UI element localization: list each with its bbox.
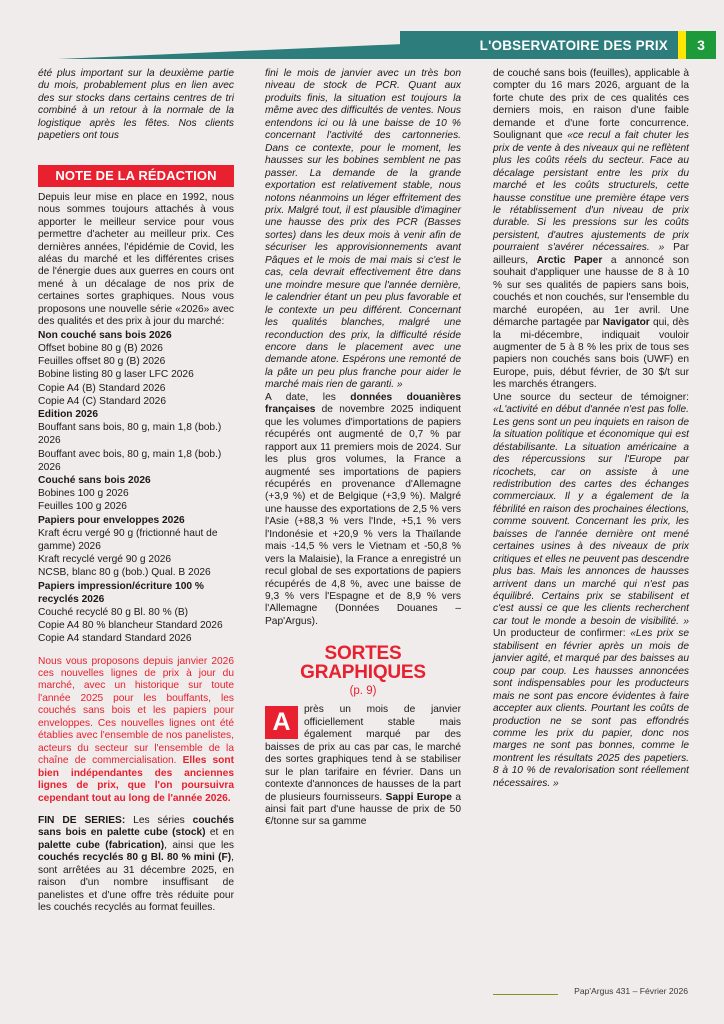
page-footer <box>38 986 688 1002</box>
list-item: Feuilles 100 g 2026 <box>38 501 127 513</box>
group-title <box>38 408 234 421</box>
c3-text-4: qui, dès la mi-décembre, indiquait vouloir augmenter de 5 à 8 % les prix de tous ses papiers non couchés sans bois (UWF) en Europe, puis, début février, de 30 $/t sur les marchés étrangers. <box>493 317 689 391</box>
column-1 <box>38 68 234 915</box>
note-redaction-body <box>38 192 234 915</box>
header-title: L'OBSERVATOIRE DES PRIX <box>479 37 668 53</box>
customs-bold-1: données douanières françaises <box>265 391 461 416</box>
c3-text-3: a annoncé son souhait d'appliquer une hausse de 8 à 10 % sur ses qualités de papiers sans bois, couchés et non couchés, sur l'ensemble du marché européen, au 1er avril. Une démarche partagée par <box>493 254 689 329</box>
group-title-text: Edition 2026 <box>38 408 99 420</box>
list-item: Kraft recyclé vergé 90 g 2026 <box>38 554 172 566</box>
list-item: Copie A4 (B) Standard 2026 <box>38 382 166 394</box>
lead-text-2: a ainsi fait part d'une hausse de prix de 50 €/tonne sur sa gamme <box>265 791 461 828</box>
c3-text-2: Par ailleurs, <box>493 242 689 266</box>
note-intro-paragraph: Depuis leur mise en place en 1992, nous nous sommes toujours attachés à vous apporter le meilleur service pour vous permettre d'acheter au meilleur prix. Ces dernières années, l'épidémie de Covid, les aléas du marché et les différentes crises de l'énergie dues aux guerres en cours ont mené à un décalage de nos prix de certaines sortes graphiques. Nous vous proposons une nouvelle série «2026» avec des qualités et des prix à jour du marché: <box>38 191 234 328</box>
list-item: Bouffant sans bois, 80 g, main 1,8 (bob.) 2026 <box>38 422 222 447</box>
list-item: Couché recyclé 80 g Bl. 80 % (B) <box>38 606 189 618</box>
group-title-text: Papiers impression/écriture 100 % recyclés 2026 <box>38 580 204 605</box>
column3-paragraph-2 <box>493 392 689 791</box>
fin-text-1: Les séries <box>125 815 193 827</box>
note-redaction-heading: NOTE DE LA RÉDACTION <box>38 165 234 187</box>
header-banner <box>400 31 678 59</box>
list-item: Offset bobine 80 g (B) 2026 <box>38 342 163 354</box>
list-item: Copie A4 standard Standard 2026 <box>38 633 192 645</box>
group-title-text: Couché sans bois 2026 <box>38 474 151 486</box>
customs-text-2: de novembre 2025 indiquent que les volumes d'importations de papiers récupérés ont augmenté de 0,7 % par rapport aux 11 premiers mois de 2024. Sur les plus gros volumes, la France a augmenté ses importations de papiers récupérés en provenance d'Allemagne (+3,9 %) et de Belgique (+3,9 %). Malgré une hausse des exportations de 2,5 % vers l'Asie (+88,3 % vers l'Inde, +5,1 % vers l'Indonésie et +20,9 % vers la Thaïlande mais -14,5 % vers le Vietnam et -50,8 % vers la Malaisie), la France a enregistré un recul global de ses exportations de papiers récupérés de 4,8 %, avec une baisse de 9,3 % vers l'Espagne et de 8,9 % vers l'Allemagne (Données Douanes – Pap'Argus). <box>265 404 461 627</box>
section-title-line-1: SORTES <box>324 643 402 665</box>
list-item: Bouffant avec bois, 80 g, main 1,8 (bob.) 2026 <box>38 448 222 473</box>
page-number: 3 <box>697 37 705 53</box>
fin-bold-2: palette cube (fabrication) <box>38 839 165 851</box>
note-red-text: Nous vous proposons depuis janvier 2026 ces nouvelles lignes de prix à jour du marché, avec un historique sur toute l'année 2025 pour les bouffants, les couchés sans bois et les papiers pour enveloppes. Ces nouvelles lignes ont été établies avec l'ensemble de nos panelistes, acteurs du secteur sur l'ensemble de la chaîne de commercialisation. <box>38 655 234 767</box>
list-item: Bobines 100 g 2026 <box>38 488 129 500</box>
c3-quote-3: «Les prix se stabilisent en février après un mois de janvier agité, et marqué par des baisses au coup par coup. Les hausses annoncées sont indispensables pour les producteurs mais ne sont pas encore évidentes à faire accepter aux clients. Pourtant les coûts de production ne se sont pas effondrés comme les prix du papier, donc nos marges ne sont pas bonnes, comme le montrent les résultats 2025 des papetiers. 8 à 10 % de revalorisation sont réellement nécessaires. » <box>493 628 689 789</box>
list-item: Copie A4 (C) Standard 2026 <box>38 395 166 407</box>
fin-de-series-label: FIN DE SERIES: <box>38 815 126 827</box>
c3-bold-navigator: Navigator <box>602 317 650 329</box>
fin-text-3: , ainsi que les <box>164 839 235 851</box>
price-series-list <box>38 329 234 646</box>
customs-data-paragraph <box>265 392 461 629</box>
fin-text-2: et en <box>205 827 234 839</box>
group-title <box>38 329 234 342</box>
column3-paragraph-1 <box>493 68 689 392</box>
c3-source-lead: Une source du secteur de témoigner: <box>493 391 689 403</box>
lead-text-1: près un mois de janvier officiellement stable mais également marqué par des baisses de prix au cas par cas, le marché des sortes graphiques tend à se stabiliser sur le plan tarifaire en février. Dans un contexte d'annonces de hausses de la part de plusieurs fournisseurs. <box>265 704 461 803</box>
list-item: NCSB, blanc 80 g (bob.) Qual. B 2026 <box>38 567 211 579</box>
note-red-bold: Elles sont bien indépendantes des anciennes lignes de prix, que l'on poursuivra cependant tout au long de l'année 2026. <box>38 755 235 804</box>
section-title-line-2: GRAPHIQUES <box>300 662 426 684</box>
c3-bold-arctic-paper: Arctic Paper <box>536 254 603 266</box>
list-item: Bobine listing 80 g laser LFC 2026 <box>38 369 194 381</box>
group-title <box>38 580 234 606</box>
column-3 <box>493 68 689 790</box>
fin-text-4: , sont arrêtées au 31 décembre 2025, en raison d'un nombre insuffisant de panelistes et d'une offre très réduite pour les couchés recyclés au format feuilles. <box>38 852 234 914</box>
section-subtitle-page-ref: (p. 9) <box>349 685 377 698</box>
footer-rule <box>493 994 558 995</box>
footer-publication-info: Pap'Argus 431 – Février 2026 <box>574 986 688 996</box>
c3-producer-lead: Un producteur de confirmer: <box>493 628 626 640</box>
list-item: Kraft écru vergé 90 g (frictionné haut de gamme) 2026 <box>38 527 218 552</box>
fin-de-series-paragraph <box>38 815 234 915</box>
group-title <box>38 474 234 487</box>
column-2 <box>265 68 461 829</box>
c3-quote-2: «L'activité en début d'année n'est pas folle. Les gens sont un peu inquiets en raison de la situation politique et économique qui est déstabilisante. La situation américaine a des répercussions sur l'Europe par ricochets, car on assiste à une redistribution des cartes des échanges commerciaux. Il y a également de la fébrilité en raison des prochaines élections, comme souvent. Concernant les prix, les baisses de l'année dernière ont mené certaines usines à des niveaux de prix critiques et elles ne peuvent pas descendre plus bas. Mais les annonces de hausses arrivent dans un marché qui n'est pas équilibré. Certains prix se stabilisent et c'est aussi ce que les clients recherchent car tout le monde a besoin de visibilité. » <box>493 404 689 627</box>
list-item: Copie A4 80 % blancheur Standard 2026 <box>38 620 223 632</box>
group-title-text: Papiers pour enveloppes 2026 <box>38 514 185 526</box>
column1-intro-paragraph: été plus important sur la deuxième partie du mois, probablement plus en lien avec des sur stocks dans certains centres de tri combiné à un retour à la normale de la logistique après les fêtes. Nos clients papetiers ont tous <box>38 68 234 142</box>
group-title-text: Non couché sans bois 2026 <box>38 329 172 341</box>
drop-cap: A <box>265 706 298 739</box>
lead-paragraph-block <box>265 704 461 829</box>
lead-bold-sappi: Sappi Europe <box>385 791 452 803</box>
customs-text-1: A date, les <box>265 391 351 403</box>
c3-text-1: de couché sans bois (feuilles), applicable à compter du 16 mars 2026, arguant de la forte chute des prix de ces qualités ces derniers mois, en raison d'une faible demande et d'une forte concurrence. Soulignant que <box>493 68 689 142</box>
group-title <box>38 514 234 527</box>
column2-quote-paragraph: fini le mois de janvier avec un très bon niveau de stock de PCR. Quant aux produits finis, la situation est toujours la même avec des difficultés de ventes. Nous entendons ici ou là une baisse de 10 % concernant l'activité des cartonneries. Dans ce contexte, pour le moment, les hausses sur les bobines semblent ne pas passer. La demande de la grande exportation est relativement stable, nous notons néanmoins un léger effritement des prix. Malgré tout, il est plausible d'imaginer une hausse des prix des PCR (Basses sortes) dans les deux mois à venir afin de sécuriser les approvisionnements avant Pâques et le mois de mai mais si c'est le cas, cela devrait effectivement être dans une moindre mesure que l'année dernière, le calendrier étant un peu plus favorable et le contexte un peu différent. Concernant les qualités blanches, malgré une reconduction des prix, la difficulté réside encore dans le placement avec une demande atone. Espérons une remonté de la pâte un peu plus franche pour aider le marché mais rien de garanti. » <box>265 68 461 391</box>
c3-quote-1: «ce recul a fait chuter les prix de vente à des niveaux qui ne reflètent plus les coûts réels du secteur. Face au décalage persistant entre les prix du marché et les coûts structurels, cette hausse constitue une première étape vers le rétablissement d'un niveau de prix durable. Si les pressions sur les coûts persistent, d'autres ajustements de prix pourraient s'avérer nécessaires. » <box>493 130 689 254</box>
fin-bold-3: couchés recyclés 80 g Bl. 80 % mini (F) <box>38 852 232 864</box>
list-item: Feuilles offset 80 g (B) 2026 <box>38 356 166 368</box>
note-red-paragraph <box>38 656 234 805</box>
header-yellow-accent <box>678 31 686 59</box>
page-header <box>0 31 724 59</box>
article-columns <box>38 68 688 998</box>
fin-bold-1: couchés sans bois en palette cube (stock) <box>38 815 235 839</box>
section-title-sortes-graphiques <box>265 644 461 682</box>
page-number-badge <box>686 31 716 59</box>
